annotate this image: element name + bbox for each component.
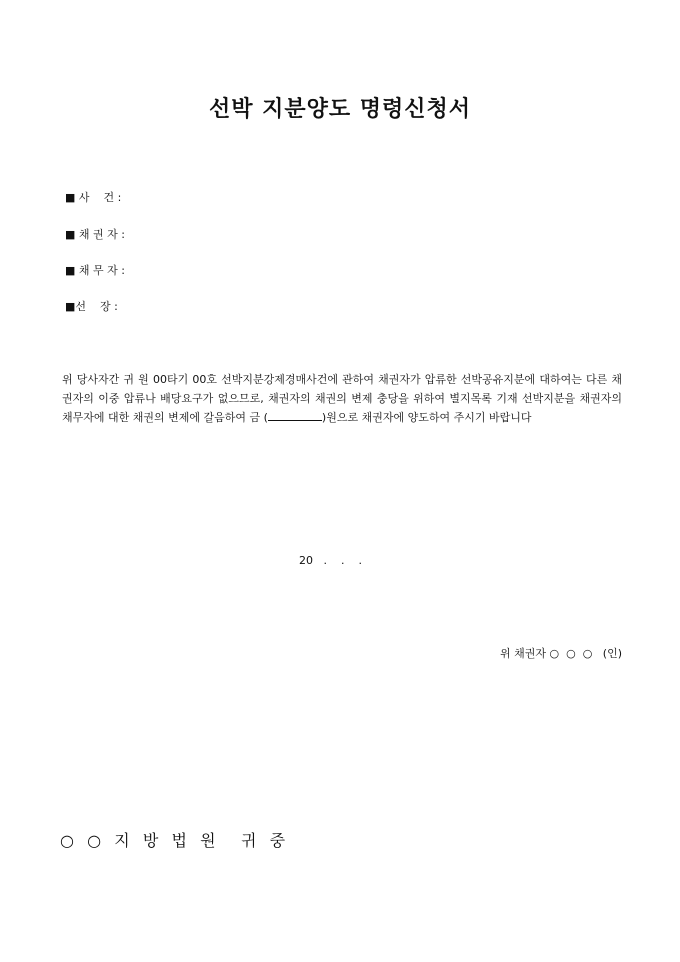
body-text-part2: )원으로 채권자에 양도하여 주시기 바랍니다 — [321, 411, 532, 424]
request-body — [62, 370, 622, 427]
field-captain: ■선 장 : — [65, 300, 118, 313]
body-text-part1: 위 당사자간 귀 원 00타기 00호 선박지분강제경매사건에 관하여 채권자가 압류한 선박공유지분에 대하여는 다른 채권자의 이중 압류나 배당요구가 없으므로, 채권자의 채권의 변제 충당을 위하여 별지목록 기재 선박지분을 채권자의 채무자에 대한 채권의 변제에 갈음하여 금 ( — [62, 373, 622, 424]
signer-line: 위 채권자 ○ ○ ○ (인) — [500, 647, 622, 660]
amount-blank — [268, 409, 322, 421]
field-case: ■ 사 건 : — [65, 191, 122, 204]
date-line: 20 . . . — [299, 554, 362, 567]
court-addressee: ○ ○ 지 방 법 원 귀 중 — [60, 831, 287, 850]
field-creditor: ■ 채 권 자 : — [65, 228, 125, 241]
field-debtor: ■ 채 무 자 : — [65, 264, 125, 277]
document-title: 선박 지분양도 명령신청서 — [208, 97, 472, 122]
